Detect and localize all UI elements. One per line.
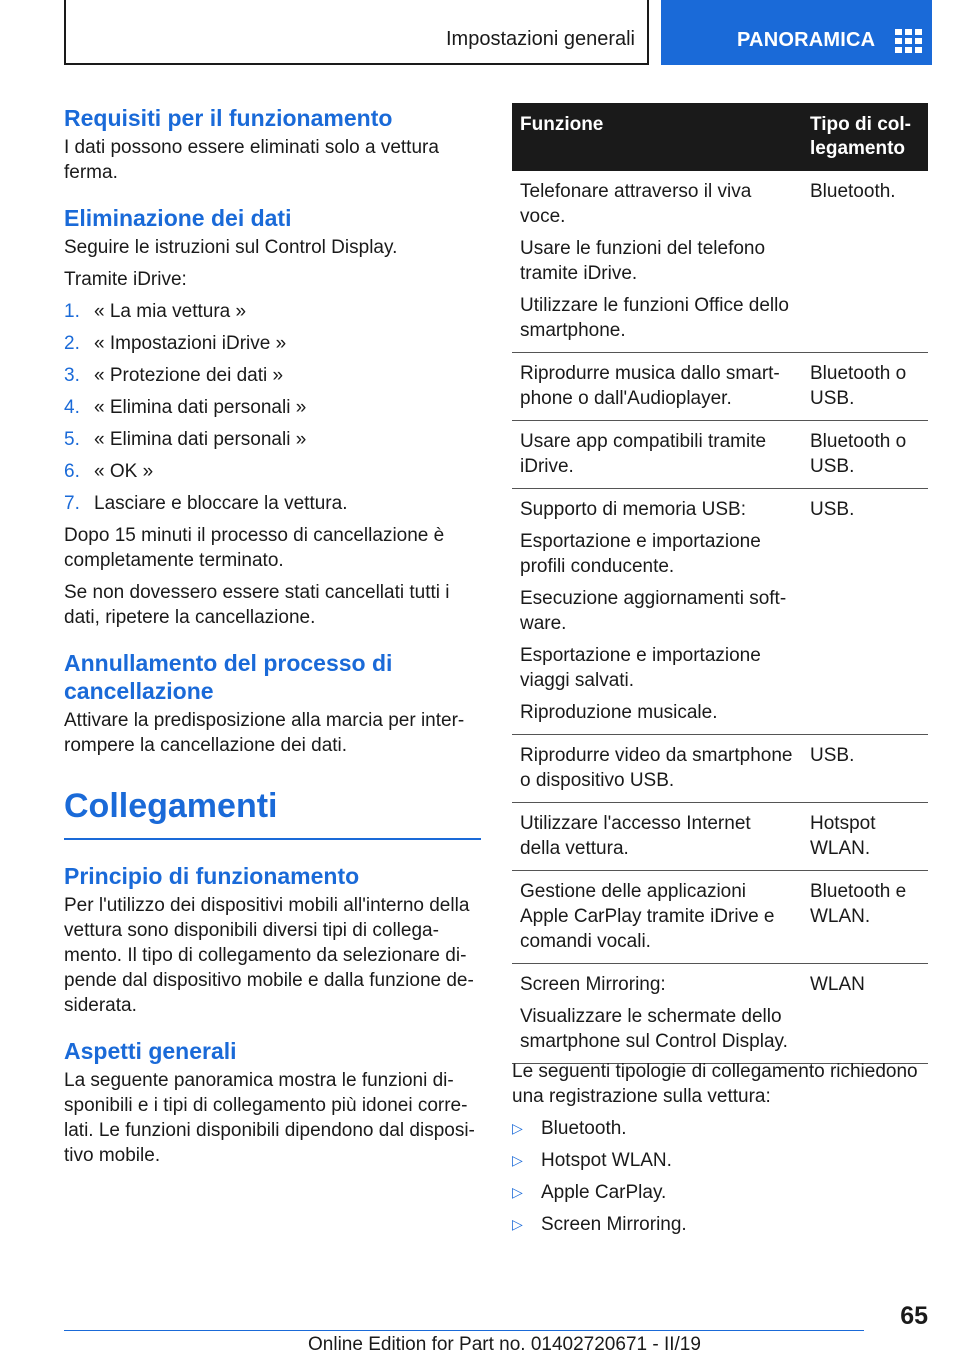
requirements-text: I dati possono essere eliminati solo a vettura ferma.: [64, 137, 439, 183]
registration-item-text: Hotspot WLAN.: [541, 1150, 672, 1171]
cancel-text: Attivare la predisposizione alla marcia per inter‐rompere la cancellazione dei dati.: [64, 710, 465, 756]
step-number: 6.: [64, 461, 80, 482]
table-row: [512, 421, 928, 489]
table-row: [512, 489, 928, 735]
table-row: [512, 871, 928, 964]
registration-item: [512, 1148, 932, 1173]
connection-type-cell: WLAN: [802, 964, 928, 1064]
edition-text: Online Edition for Part no. 01402720671 - II/19: [308, 1334, 701, 1355]
step-number: 7.: [64, 493, 80, 514]
function-line: Utilizzare l'accesso Internet della vettura.: [520, 813, 751, 859]
function-line: Telefonare attraverso il viva voce.: [520, 181, 752, 227]
step-number: 3.: [64, 365, 80, 386]
function-cell: [512, 171, 802, 353]
function-line: Utilizzare le funzioni Office dello smartphone.: [520, 295, 789, 341]
function-line: Screen Mirroring:: [520, 974, 666, 995]
function-cell: [512, 489, 802, 735]
after-text-1: Dopo 15 minuti il processo di cancellazione è completamente terminato.: [64, 525, 445, 571]
step-item: [64, 331, 482, 356]
step-text: « Protezione dei dati »: [94, 365, 284, 386]
registration-item: [512, 1212, 932, 1237]
step-text: « La mia vettura »: [94, 301, 247, 322]
principle-text: Per l'utilizzo dei dispositivi mobili all'interno della vettura sono disponibili diversi tipi di collega‐mento. Il tipo di collegamento da selezionare di‐pende dal dispositivo mobile e dalla funzione de‐siderata.: [64, 895, 474, 1016]
step-number: 1.: [64, 301, 80, 322]
registration-text: Le seguenti tipologie di collegamento richiedono una registrazione sulla vettura:: [512, 1061, 918, 1107]
function-cell: [512, 353, 802, 421]
step-number: 4.: [64, 397, 80, 418]
connection-type-cell: USB.: [802, 735, 928, 803]
step-item: [64, 363, 482, 388]
table-header-row: [512, 103, 928, 171]
cancel-heading: Annullamento del processo di cancellazione: [64, 650, 393, 704]
general-heading: Aspetti generali: [64, 1038, 237, 1064]
step-item: [64, 491, 482, 516]
function-line: Esecuzione aggiornamenti soft‐ware.: [520, 588, 787, 634]
triangle-right-icon: ▷: [512, 1152, 523, 1168]
step-text: « Impostazioni iDrive »: [94, 333, 287, 354]
function-cell: [512, 871, 802, 964]
function-line: Esportazione e importazione profili conducente.: [520, 531, 761, 577]
connection-type-cell: Bluetooth o USB.: [802, 421, 928, 489]
requirements-heading: Requisiti per il funzionamento: [64, 105, 393, 131]
registration-item-text: Apple CarPlay.: [541, 1182, 667, 1203]
step-item: [64, 299, 482, 324]
grid-icon: [895, 29, 922, 53]
left-column: [64, 100, 482, 1168]
after-text-2: Se non dovessero essere stati cancellati tutti i dati, ripetere la cancellazione.: [64, 582, 450, 628]
overview-tab[interactable]: [661, 0, 932, 65]
function-cell: [512, 421, 802, 489]
registration-list: [512, 1116, 932, 1237]
function-line: Riprodurre musica dallo smart‐phone o dall'Audioplayer.: [520, 363, 780, 409]
function-line: Usare le funzioni del telefono tramite iDrive.: [520, 238, 766, 284]
function-line: Riproduzione musicale.: [520, 702, 718, 723]
section-title: Impostazioni generali: [446, 28, 635, 50]
step-number: 5.: [64, 429, 80, 450]
header-section-box: [64, 0, 649, 65]
registration-item-text: Bluetooth.: [541, 1118, 627, 1139]
function-line: Usare app compatibili tramite iDrive.: [520, 431, 767, 477]
footer-rule: [64, 1330, 864, 1331]
principle-heading: Principio di funzionamento: [64, 863, 360, 889]
delete-data-text: Seguire le istruzioni sul Control Display.: [64, 237, 398, 258]
table-header-function: Funzione: [512, 103, 802, 171]
step-item: [64, 459, 482, 484]
heading-rule: [64, 838, 481, 840]
function-line: Riprodurre video da smartphone o dispositivo USB.: [520, 745, 793, 791]
function-cell: [512, 964, 802, 1064]
function-line: Gestione delle applicazioni Apple CarPlay tramite iDrive e comandi vocali.: [520, 881, 775, 952]
function-line: Supporto di memoria USB:: [520, 499, 746, 520]
steps-list: [64, 299, 482, 516]
general-text: La seguente panoramica mostra le funzioni di‐sponibili e i tipi di collegamento più idonei corre‐lati. Le funzioni disponibili dipendono dal disposi‐tivo mobile.: [64, 1070, 475, 1166]
connection-type-cell: Bluetooth o USB.: [802, 353, 928, 421]
step-text: « Elimina dati personali »: [94, 429, 307, 450]
registration-section: [512, 1059, 932, 1237]
triangle-right-icon: ▷: [512, 1120, 523, 1136]
registration-item: [512, 1180, 932, 1205]
table-row: [512, 964, 928, 1064]
step-item: [64, 427, 482, 452]
main-heading: Collegamenti: [64, 787, 278, 825]
function-line: Visualizzare le schermate dello smartphone sul Control Display.: [520, 1006, 788, 1052]
delete-data-heading: Eliminazione dei dati: [64, 205, 292, 231]
step-text: « OK »: [94, 461, 154, 482]
registration-item-text: Screen Mirroring.: [541, 1214, 687, 1235]
table-row: [512, 171, 928, 353]
step-item: [64, 395, 482, 420]
page-number: 65: [900, 1302, 928, 1330]
table-row: [512, 353, 928, 421]
step-text: Lasciare e bloccare la vettura.: [94, 493, 348, 514]
table-row: [512, 803, 928, 871]
connection-type-cell: Bluetooth.: [802, 171, 928, 353]
function-cell: [512, 735, 802, 803]
table-header-connection-type: Tipo di col‐legamento: [802, 103, 928, 171]
step-number: 2.: [64, 333, 80, 354]
connection-type-cell: Bluetooth e WLAN.: [802, 871, 928, 964]
function-line: Esportazione e importazione viaggi salvati.: [520, 645, 761, 691]
function-cell: [512, 803, 802, 871]
connection-type-cell: Hotspot WLAN.: [802, 803, 928, 871]
delete-data-via: Tramite iDrive:: [64, 269, 187, 290]
step-text: « Elimina dati personali »: [94, 397, 307, 418]
overview-tab-label: PANORAMICA: [737, 29, 876, 51]
registration-item: [512, 1116, 932, 1141]
triangle-right-icon: ▷: [512, 1184, 523, 1200]
functions-table: [512, 103, 928, 1064]
table-row: [512, 735, 928, 803]
connection-type-cell: USB.: [802, 489, 928, 735]
triangle-right-icon: ▷: [512, 1216, 523, 1232]
